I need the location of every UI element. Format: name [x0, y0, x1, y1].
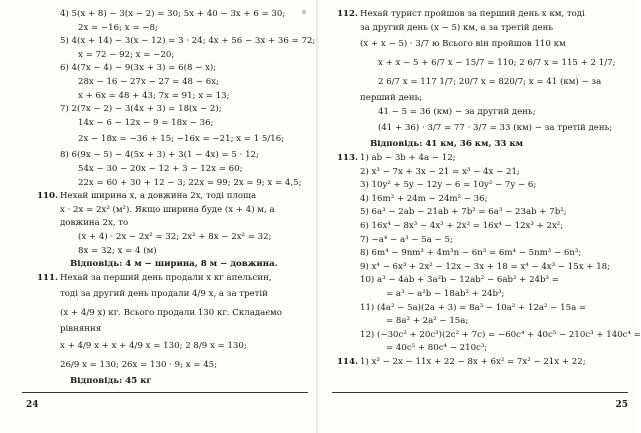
text-line: 3) 10y² + 5y − 12y − 6 = 10y² − 7y − 6;: [360, 180, 537, 191]
text-line: 26/9 x = 130; 26x = 130 · 9; x = 45;: [60, 359, 218, 370]
text-line: 41 − 5 = 36 (км) − за другий день;: [378, 106, 536, 117]
text-line: = a³ − a²b − 18ab² + 24b³;: [386, 288, 505, 299]
text-line: 22x = 60 + 30 + 12 − 3; 22x = 99; 2x = 9; x = 4,5;: [78, 177, 302, 188]
text-line: = 8a³ + 2a² − 15a;: [386, 316, 469, 327]
text-line: (41 + 36) · 3/7 = 77 · 3/7 = 33 (км) − за третій день;: [378, 123, 613, 134]
scan-speck: [302, 10, 306, 14]
problem-114: [337, 356, 632, 370]
problem-number: 114.: [337, 356, 358, 367]
text-line: x + 6x = 48 + 43; 7x = 91; x = 13;: [78, 90, 230, 101]
text-line: довжина 2x, то: [60, 218, 129, 229]
text-line: 4) 16m³ + 24m − 24m² − 36;: [360, 193, 488, 204]
text-line: 7) −a⁴ − a³ − 5a − 5;: [360, 234, 453, 245]
text-line: Нехай за перший день продали x кг апельсин,: [60, 272, 272, 283]
left-page: [0, 0, 314, 433]
text-line: = 40c⁵ + 80c⁴ − 210c³;: [386, 343, 488, 354]
text-line: 7) 2(7x − 2) − 3(4x + 3) = 18(x − 2);: [60, 104, 222, 115]
text-line: перший день;: [360, 93, 423, 104]
text-line: 2x − 18x = −36 + 15; −16x = −21; x = 1 5/16;: [78, 134, 285, 145]
text-line: 1) x³ − 2x − 11x + 22 − 8x + 6x² = 7x² − 21x + 22;: [360, 356, 586, 367]
right-page-content: [337, 8, 641, 369]
left-page-content: [37, 8, 316, 388]
page-number: 25: [615, 400, 628, 410]
page-gutter: [316, 0, 318, 433]
text-line: 1) ab − 3b + 4a − 12;: [360, 152, 456, 163]
text-line: Нехай ширина x, а довжина 2x, тоді площа: [60, 191, 257, 202]
text-line: 5) 4(x + 14) − 3(x − 12) = 3 · 24; 4x + 56 − 3x + 36 = 72;: [60, 36, 316, 47]
text-line: (x + x − 5) · 3/7 ю Всього він пройшов 110 км: [360, 39, 566, 50]
problem-number: 112.: [337, 9, 358, 19]
footer-rule: [332, 392, 628, 393]
text-line: 8x = 32; x = 4 (м): [78, 245, 157, 256]
text-line: x + 4/9 x + x + 4/9 x = 130; 2 8/9 x = 130;: [60, 340, 247, 351]
problem-110: [37, 190, 310, 204]
problem-111: [37, 272, 310, 286]
text-line: 14x − 6 − 12x − 9 = 18x − 36;: [78, 117, 214, 128]
text-line: рівняння: [60, 324, 102, 335]
answer-line: Відповідь: 45 кг: [70, 375, 152, 386]
text-line: 8) 6(9x − 5) − 4(5x + 3) + 3(1 − 4x) = 5 · 12;: [60, 150, 259, 161]
answer-line: Відповідь: 41 км, 36 км, 33 км: [370, 139, 524, 150]
text-line: 4) 5(x + 8) − 3(x − 2) = 30; 5x + 40 − 3x + 6 = 30;: [60, 9, 286, 19]
text-line: 6) 16x⁴ − 8x³ − 4x³ + 2x² = 16x⁴ − 12x³ + 2x²;: [360, 220, 564, 231]
text-line: 6) 4(7x − 4) − 9(3x + 3) = 6(8 − x);: [60, 63, 217, 74]
text-line: за другий день (x − 5) км, а за третій день: [360, 22, 554, 33]
text-line: 8) 6m⁴ − 9nm³ + 4m³n − 6n³ = 6m⁴ − 5nm³ − 6n³;: [360, 248, 582, 259]
right-page: [320, 0, 641, 433]
problem-112: [337, 8, 632, 22]
problem-number: 113.: [337, 152, 358, 163]
text-line: 2) x³ − 7x + 3x − 21 = x³ − 4x − 21;: [360, 166, 520, 177]
text-line: Нехай турист пройшов за перший день x км, тоді: [360, 9, 585, 19]
text-line: 11) (4a² − 5a)(2a + 3) = 8a³ − 10a² + 12a² − 15a =: [360, 302, 587, 313]
text-line: (x + 4) · 2x − 2x² = 32; 2x² + 8x − 2x² = 32;: [78, 231, 272, 242]
text-line: 54x − 30 − 20x − 12 + 3 − 12x = 60;: [78, 163, 243, 174]
text-line: 5) 6a³ − 2ab − 21ab + 7b² = 6a³ − 23ab + 7b²;: [360, 207, 567, 218]
text-line: 12) (−30c² + 20c³)(2c² + 7c) = −60c⁴ + 40c⁵ − 210c³ + 140c⁴ =: [360, 329, 641, 340]
text-line: x · 2x = 2x² (м²). Якщо ширина буде (x + 4) м, а: [60, 204, 275, 215]
text-line: (x + 4/9 x) кг. Всього продали 130 кг. Складаємо: [60, 308, 282, 319]
text-line: тоді за другий день продали 4/9 x, а за третій: [60, 289, 268, 300]
problem-number: 110.: [37, 191, 58, 202]
text-line: x + x − 5 + 6/7 x − 15/7 = 110; 2 6/7 x = 115 + 2 1/7;: [378, 58, 616, 69]
text-line: 2 6/7 x = 117 1/7; 20/7 x = 820/7; x = 41 (км) − за: [378, 77, 602, 88]
footer-rule: [22, 392, 308, 393]
problem-number: 111.: [37, 272, 58, 283]
text-line: x = 72 − 92; x = −20;: [78, 49, 175, 60]
answer-line: Відповідь: 4 м − ширина, 8 м − довжина.: [70, 259, 278, 270]
text-line: 2x = −16; x = −8;: [78, 22, 158, 33]
text-line: 10) a³ − 4ab + 3a²b − 12ab² − 6ab² + 24b³ =: [360, 275, 559, 286]
text-line: 9) x⁴ − 6x³ + 2x² − 12x − 3x + 18 = x⁴ − 4x³ − 15x + 18;: [360, 261, 611, 272]
problem-113: [337, 152, 632, 166]
page-number: 24: [26, 400, 39, 410]
text-line: 28x − 16 − 27x − 27 = 48 − 6x;: [78, 76, 219, 87]
